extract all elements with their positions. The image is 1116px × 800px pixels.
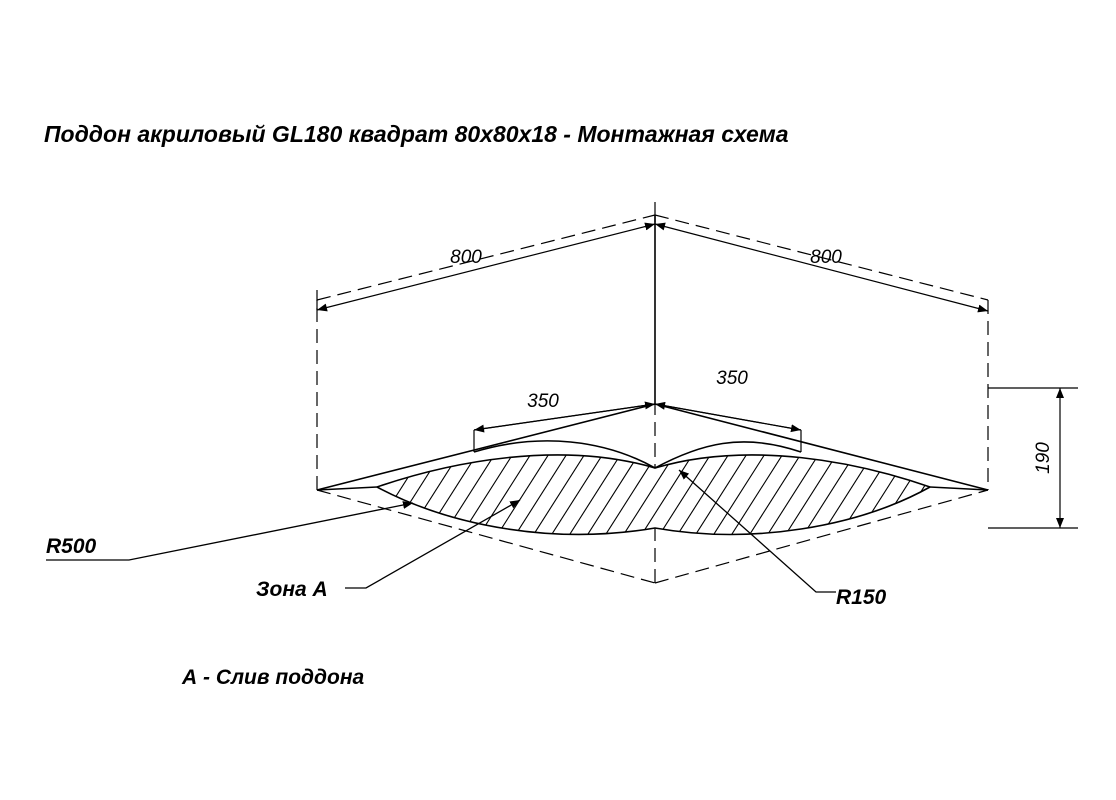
dimension-width-left <box>317 202 655 310</box>
dimension-label-350-right: 350 <box>716 368 748 389</box>
dimension-label-800-left: 800 <box>450 247 482 268</box>
dimension-label-800-right: 800 <box>810 247 842 268</box>
legend-note: А - Слив поддона <box>182 666 365 689</box>
tray-basin-zone <box>317 380 1046 600</box>
inner-quadrant-lines <box>474 404 801 452</box>
label-zone-a: Зона А <box>256 578 328 601</box>
dimension-label-350-left: 350 <box>527 391 559 412</box>
label-r500: R500 <box>46 535 97 558</box>
dimension-label-190: 190 <box>1033 442 1054 474</box>
tray-top-outline <box>317 215 988 490</box>
leader-r500 <box>46 503 413 560</box>
page-title: Поддон акриловый GL180 квадрат 80x80x18 - Монтажная схема <box>44 121 789 147</box>
dimension-width-right <box>655 224 988 311</box>
label-r150: R150 <box>836 586 887 609</box>
dimension-inner-right <box>655 368 801 430</box>
dimension-height <box>988 388 1078 528</box>
